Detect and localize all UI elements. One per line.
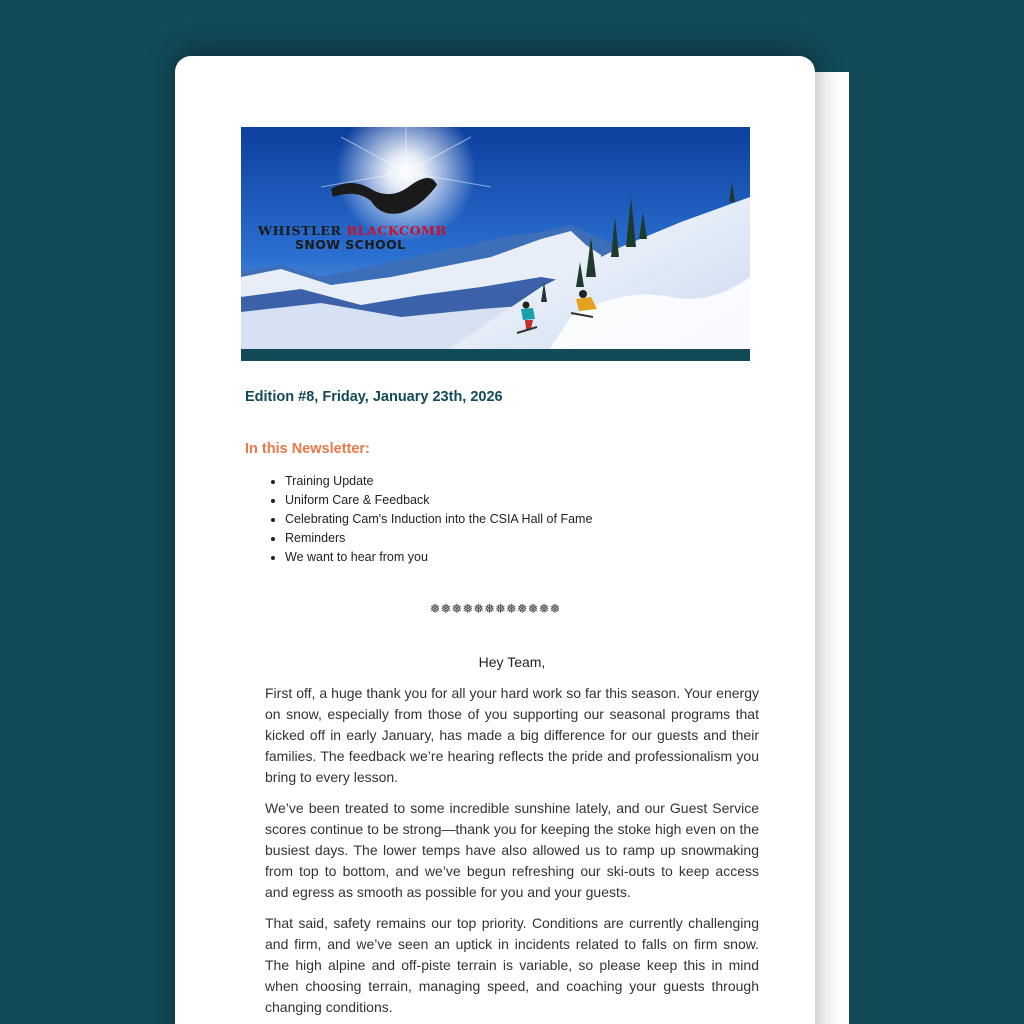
body-paragraph: We’ve been treated to some incredible sunshine lately, and our Guest Service scores continue to be strong—thank you for keeping the stoke high even on the busiest days. The lower temps have also allowed us to ramp up snowmaking from top to bottom, and we’ve begun refreshing our ski-outs to keep access and egress as smooth as possible for you and your guests. [265, 800, 759, 900]
banner-accent-bar [241, 349, 750, 361]
header-banner-image [241, 127, 750, 361]
toc-item: Uniform Care & Feedback [285, 491, 592, 510]
toc-item: We want to hear from you [285, 548, 592, 567]
edition-heading: Edition #8, Friday, January 23th, 2026 [245, 389, 503, 405]
newsletter-card [175, 56, 815, 1024]
logo-wordmark: WHISTLER BLACKCOMB [258, 223, 447, 238]
snowflake-divider: ❅❅❅❅❅❅❅❅❅❅❅❅ [429, 601, 561, 616]
logo-subtitle: SNOW SCHOOL [295, 237, 406, 252]
toc-heading: In this Newsletter: [245, 441, 370, 457]
newsletter-body [265, 683, 759, 1024]
body-paragraph: That said, safety remains our top priority. Conditions are currently challenging and firm, and we’ve seen an uptick in incidents related to falls on firm snow. The high alpine and off-piste terrain is variable, so please keep this in mind when choosing terrain, managing speed, and coaching your guests through changing conditions. [265, 915, 759, 1015]
body-paragraph: First off, a huge thank you for all your hard work so far this season. Your energy on snow, especially from those of you supporting our seasonal programs that kicked off in early January, has made a big difference for our guests and their families. The feedback we’re hearing reflects the pride and professionalism you bring to every lesson. [265, 685, 759, 785]
toc-item: Celebrating Cam's Induction into the CSIA Hall of Fame [285, 510, 592, 529]
toc-item: Training Update [285, 472, 592, 491]
toc-list [285, 472, 592, 567]
toc-item: Reminders [285, 529, 592, 548]
greeting-text: Hey Team, [478, 654, 546, 670]
